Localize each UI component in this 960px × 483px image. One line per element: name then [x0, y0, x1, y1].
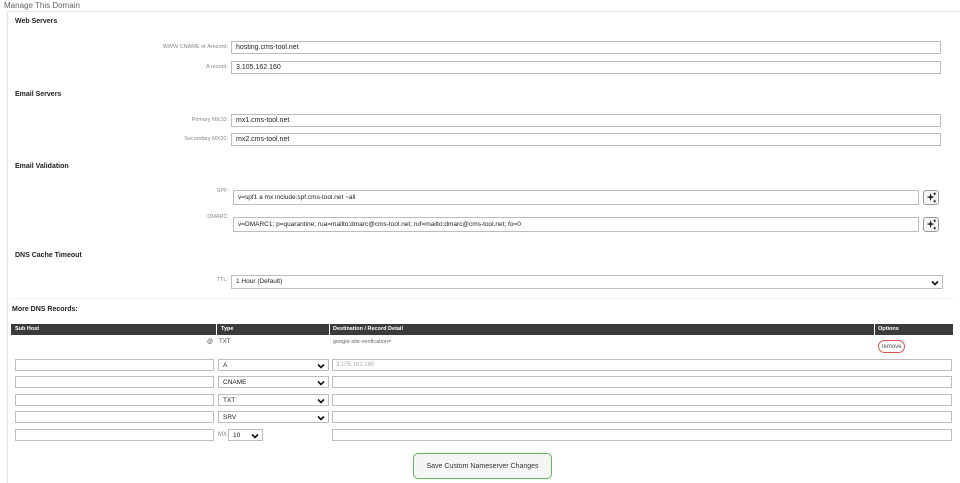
col-sub-host: Sub Host [15, 326, 40, 332]
col-destination: Destination / Record Detail [333, 326, 403, 332]
sparkle-plus-icon [926, 192, 937, 203]
destination-input[interactable] [332, 394, 952, 406]
email-servers-heading: Email Servers [15, 91, 62, 98]
sparkle-plus-icon [926, 219, 937, 230]
ttl-selected-value: 1 Hour (Default) [236, 278, 283, 285]
existing-sub-host: @ [207, 339, 214, 345]
chevron-down-icon [251, 432, 259, 440]
ttl-select[interactable] [231, 275, 943, 289]
secondary-mx-field[interactable]: mx2.cms-tool.net [231, 133, 941, 146]
type-selected-value: A [223, 362, 228, 369]
save-nameserver-changes-button[interactable]: Save Custom Nameserver Changes [413, 453, 552, 479]
divider [11, 298, 953, 299]
page-title: Manage This Domain [4, 1, 80, 10]
email-validation-heading: Email Validation [15, 163, 69, 170]
chevron-down-icon [317, 414, 325, 422]
remove-record-button[interactable]: remove [878, 340, 905, 353]
type-select[interactable] [218, 359, 329, 371]
column-divider [329, 324, 330, 335]
destination-input[interactable]: 3.105.162.160 [332, 359, 952, 371]
chevron-down-icon [317, 362, 325, 370]
mx-priority-select[interactable] [228, 429, 263, 441]
chevron-down-icon [317, 397, 325, 405]
existing-type: TXT [219, 339, 231, 345]
type-select[interactable] [218, 411, 329, 423]
dns-table-header [11, 324, 953, 335]
column-divider [216, 324, 217, 335]
dmarc-field[interactable]: v=DMARC1; p=quarantine; rua=mailto:dmarc@cms-tool.net; ruf=mailto:dmarc@cms-tool.net; fo=0 [233, 217, 919, 232]
spf-field[interactable]: v=spf1 a mx include:spf.cms-tool.net ~all [233, 190, 919, 205]
spf-label: SPF: [216, 188, 229, 194]
existing-destination: google-site-verification= [333, 339, 392, 345]
dmarc-label: DMARC: [207, 214, 229, 220]
secondary-mx-label: Secondary MX20: [184, 136, 228, 142]
a-record-field[interactable]: 3.105.162.160 [231, 61, 941, 74]
destination-input[interactable] [332, 429, 952, 441]
mx-priority-value: 10 [233, 432, 241, 439]
dmarc-generate-button[interactable] [923, 217, 939, 232]
chevron-down-icon [317, 379, 325, 387]
column-divider [874, 324, 875, 335]
more-dns-records-heading: More DNS Records: [12, 306, 78, 313]
sub-host-input[interactable] [15, 394, 214, 406]
chevron-down-icon [931, 279, 939, 287]
primary-mx-label: Primary MX10: [191, 117, 228, 123]
col-type: Type [221, 326, 234, 332]
cname-label: WWW CNAME or Arecord: [162, 44, 228, 50]
type-selected-value: SRV [223, 414, 237, 421]
sub-host-input[interactable] [15, 376, 214, 388]
ttl-label: TTL: [216, 277, 228, 283]
a-record-label: A record: [205, 64, 228, 70]
spf-generate-button[interactable] [923, 190, 939, 205]
sub-host-input[interactable] [15, 429, 214, 441]
type-select[interactable] [218, 394, 329, 406]
destination-input[interactable] [332, 411, 952, 423]
col-options: Options [878, 326, 899, 332]
primary-mx-field[interactable]: mx1.cms-tool.net [231, 114, 941, 127]
destination-input[interactable] [332, 376, 952, 388]
type-select[interactable] [218, 376, 329, 388]
web-servers-heading: Web Servers [15, 18, 58, 25]
mx-prefix-label: MX [218, 432, 227, 438]
sub-host-input[interactable] [15, 359, 214, 371]
dns-cache-heading: DNS Cache Timeout [15, 252, 82, 259]
cname-field[interactable]: hosting.cms-tool.net [231, 41, 941, 54]
type-selected-value: CNAME [223, 379, 247, 386]
sub-host-input[interactable] [15, 411, 214, 423]
type-selected-value: TXT [223, 397, 236, 404]
